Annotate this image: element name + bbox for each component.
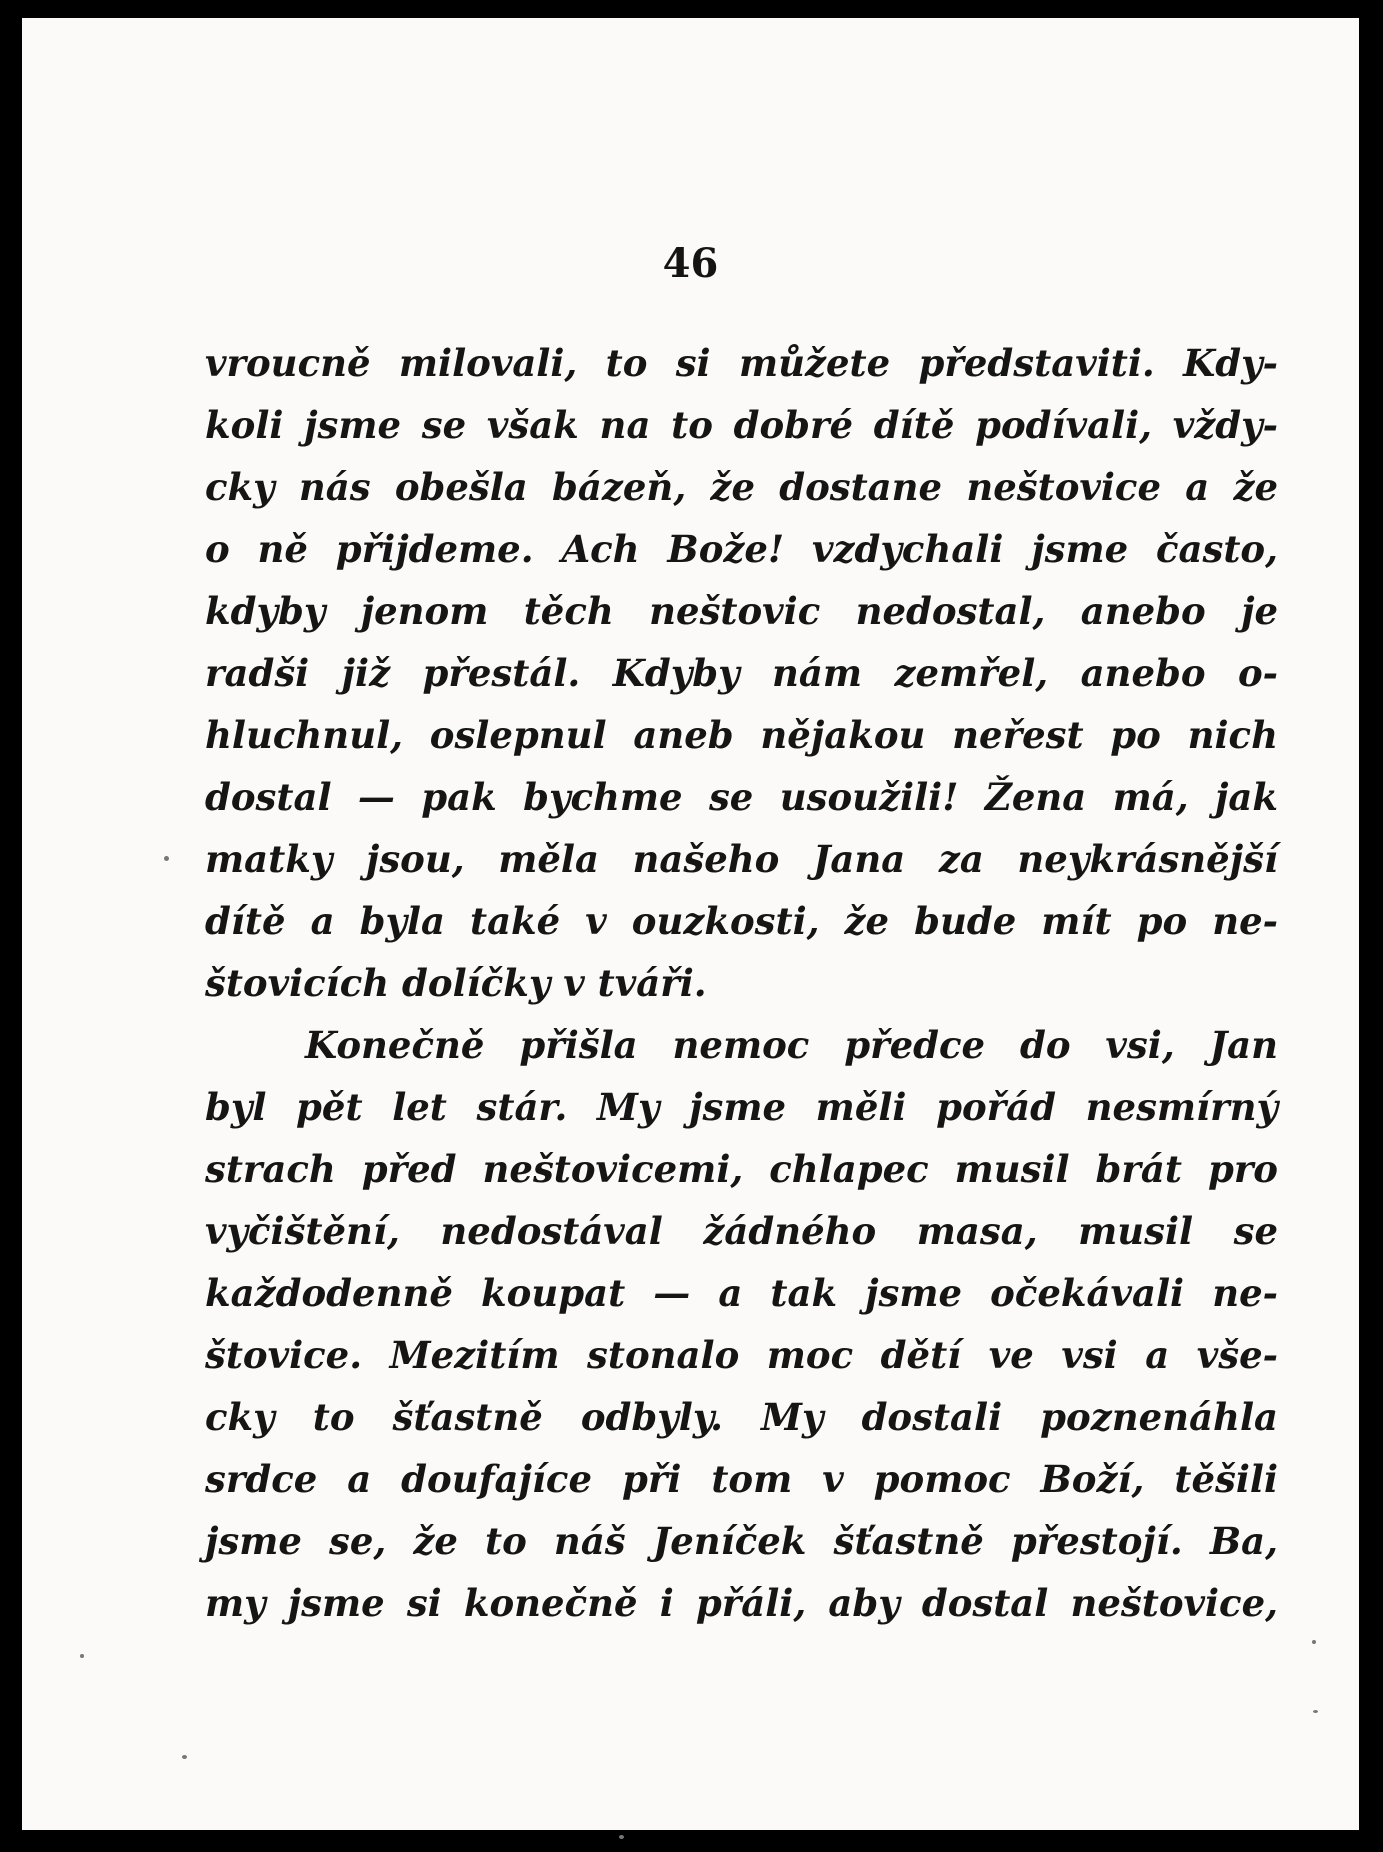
- text-line: dostal — pak bychme se usoužili! Žena má, jak: [205, 775, 1278, 819]
- paragraph-start-line: Konečně přišla nemoc předce do vsi, Jan: [305, 1023, 1278, 1067]
- text-line: cky nás obešla bázeň, že dostane neštovice a že: [205, 465, 1278, 509]
- text-line: kdyby jenom těch neštovic nedostal, anebo je: [205, 589, 1278, 633]
- paper-speck: [164, 856, 169, 861]
- text-line: cky to šťastně odbyly. My dostali poznenáhla: [205, 1395, 1278, 1439]
- text-line: byl pět let stár. My jsme měli pořád nesmírný: [205, 1085, 1278, 1129]
- text-line: strach před neštovicemi, chlapec musil brát pro: [205, 1147, 1278, 1191]
- paper-speck: [619, 1835, 624, 1839]
- paper-speck: [182, 1755, 187, 1759]
- text-line: o ně přijdeme. Ach Bože! vzdychali jsme často,: [205, 527, 1278, 571]
- text-line: každodenně koupat — a tak jsme očekávali ne-: [205, 1271, 1278, 1315]
- text-line: štovice. Mezitím stonalo moc dětí ve vsi a vše-: [205, 1333, 1278, 1377]
- text-line: hluchnul, oslepnul aneb nějakou neřest po nich: [205, 713, 1278, 757]
- paper-speck: [1312, 1640, 1316, 1644]
- text-line: štovicích dolíčky v tváři.: [205, 961, 707, 1005]
- paper-speck: [80, 1654, 84, 1658]
- text-line: dítě a byla také v ouzkosti, že bude mít po ne-: [205, 899, 1278, 943]
- text-line: vroucně milovali, to si můžete představiti. Kdy-: [205, 341, 1278, 385]
- page-number: 46: [662, 240, 719, 287]
- book-page: [22, 18, 1359, 1830]
- text-line: matky jsou, měla našeho Jana za neykrásnější: [205, 837, 1278, 881]
- text-line: radši již přestál. Kdyby nám zemřel, anebo o-: [205, 651, 1278, 695]
- paper-speck: [1313, 1710, 1318, 1713]
- text-line: srdce a doufajíce při tom v pomoc Boží, těšili: [205, 1457, 1278, 1501]
- text-line: my jsme si konečně i přáli, aby dostal neštovice,: [205, 1581, 1278, 1625]
- text-line: jsme se, že to náš Jeníček šťastně přestojí. Ba,: [205, 1519, 1278, 1563]
- text-line: koli jsme se však na to dobré dítě podívali, vždy-: [205, 403, 1278, 447]
- text-line: vyčištění, nedostával žádného masa, musil se: [205, 1209, 1278, 1253]
